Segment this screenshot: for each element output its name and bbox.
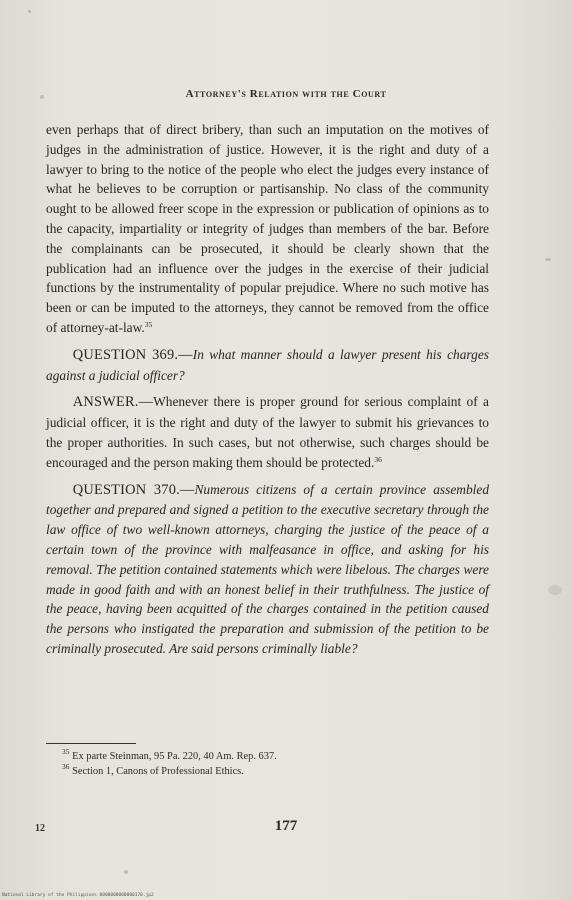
question-label: QUESTION 369.— bbox=[72, 346, 193, 363]
question-text: In what manner should a lawyer present his charges against a judicial officer? bbox=[46, 346, 489, 383]
question-text: Numerous citizens of a certain province assembled together and prepared and signed a petition to the executive secretary through the law office of two well-known attorneys, charging the justice of the peace of a certain town of the province with malfeasance in office, and asking for his removal. The petition contained statements which were libelous. The charges were made in good faith and with an honest belief in their truthfulness. The justice of the peace, having been acquitted of the charges contained in the petition caused the persons who instigated the preparation and submission of the petition to be criminally prosecuted. Are said persons criminally liable? bbox=[46, 481, 490, 656]
question-370 bbox=[46, 480, 489, 659]
footnote-35 bbox=[62, 749, 482, 764]
footnote-number: 35 bbox=[62, 747, 70, 756]
scan-speck bbox=[545, 258, 551, 261]
scan-speck bbox=[124, 870, 128, 874]
signature-mark: 12 bbox=[35, 823, 45, 834]
paragraph-text: even perhaps that of direct bribery, than such an imputation on the motives of judges in the administration of justice. However, it is the right and duty of a lawyer to bring to the notice of the people who elect the judges every instance of what he believes to be corruption or partisanship. No class of the community ought to be allowed freer scope in the expression or publication of opinions as to the capacity, impartiality or integrity of judges than members of the bar. Before the complainants can be prosecuted, it should be clearly shown that the publication had an influence over the judges in the exercise of their judicial functions by the instrumentality of popular prejudice. Where no such motive has been or can be imputed to the attorneys, they cannot be removed from the office of attorney-at-law. bbox=[46, 122, 489, 335]
answer-369 bbox=[46, 392, 489, 472]
footnote-ref: 35 bbox=[144, 319, 153, 329]
page-number: 177 bbox=[274, 818, 298, 834]
footnote-number: 36 bbox=[62, 762, 70, 771]
running-head: Attorney's Relation with the Court bbox=[185, 88, 387, 100]
footnote-ref: 36 bbox=[374, 454, 382, 464]
body-text bbox=[46, 120, 489, 659]
paragraph-continuation bbox=[46, 120, 489, 338]
footnote-36 bbox=[62, 764, 482, 779]
answer-text: Whenever there is proper ground for serious complaint of a judicial officer, it is the right and duty of the lawyer to submit his grievances to the proper authorities. In such cases, but not otherwise, such charges should be encouraged and the person making them should be protected. bbox=[46, 394, 489, 470]
scan-footer: National Library of the Philippines 0000000000000178.jp2 bbox=[2, 893, 154, 898]
scan-speck bbox=[548, 585, 562, 595]
question-369 bbox=[46, 345, 489, 386]
answer-label: ANSWER.— bbox=[72, 394, 154, 411]
scan-speck bbox=[28, 10, 31, 13]
footnote-text: Ex parte Steinman, 95 Pa. 220, 40 Am. Rep. 637. bbox=[72, 751, 277, 762]
question-label: QUESTION 370.— bbox=[72, 481, 195, 498]
footnote-text: Section 1, Canons of Professional Ethics. bbox=[72, 766, 244, 777]
footnotes bbox=[62, 749, 482, 779]
footnote-divider bbox=[46, 743, 136, 744]
